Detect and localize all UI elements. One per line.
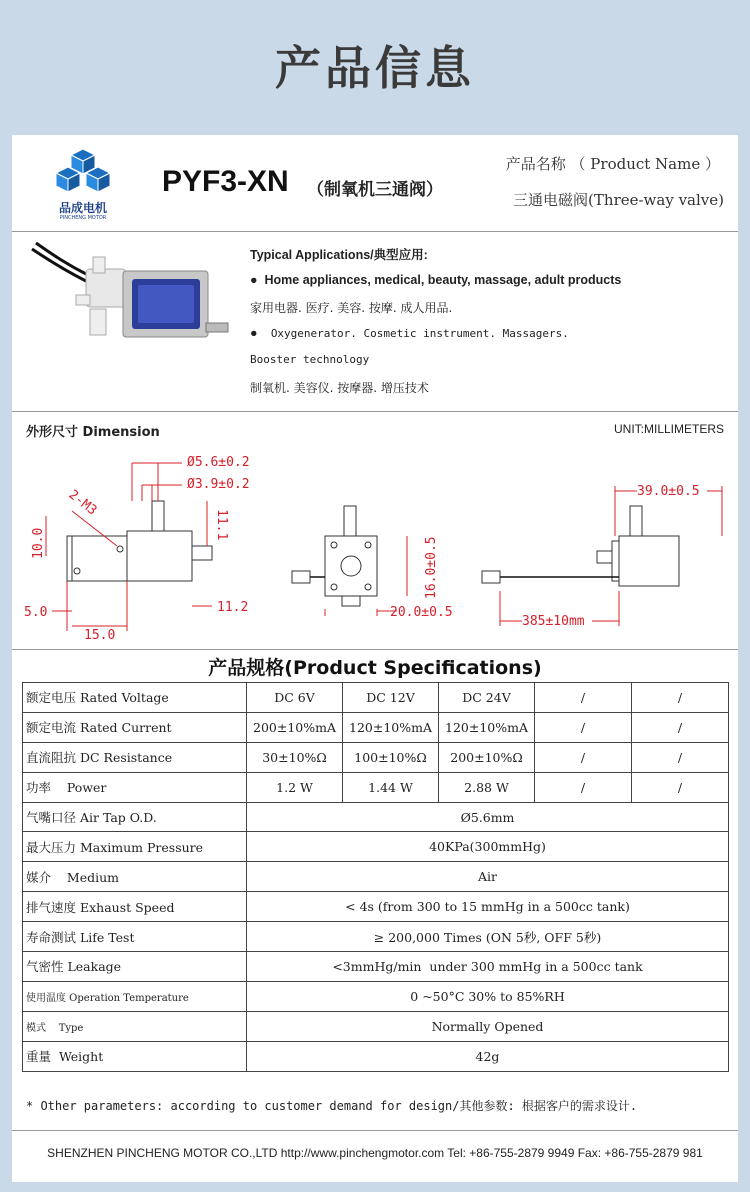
dim-label-port-id: Ø3.9±0.2 [187, 477, 250, 492]
spec-label: 气密性 Leakage [23, 952, 247, 982]
table-row [23, 892, 729, 922]
application-text: Oxygenerator. Cosmetic instrument. Massagers. [270, 327, 569, 340]
spec-value: / [535, 683, 632, 713]
table-row [23, 1011, 729, 1041]
product-name: 三通电磁阀(Three-way valve) [513, 191, 724, 209]
application-text-cn: 制氧机. 美容仪. 按摩器. 增压技术 [250, 381, 429, 395]
spec-value: 120±10%mA [343, 712, 439, 742]
application-text: Home appliances, medical, beauty, massage, adult products [264, 273, 622, 287]
dim-label-m3: 2-M3 [65, 487, 100, 519]
spec-value: / [632, 772, 729, 802]
spec-value: < 4s (from 300 to 15 mmHg in a 500cc tank) [247, 892, 729, 922]
spec-label: 寿命测试 Life Test [23, 922, 247, 952]
dim-label-width-11: 11.2 [217, 600, 249, 615]
dimension-unit: UNIT:MILLIMETERS [613, 422, 724, 436]
spec-value: 30±10%Ω [247, 742, 343, 772]
spec-value: 100±10%Ω [343, 742, 439, 772]
table-row [23, 952, 729, 982]
dim-label-wire-length: 385±10mm [522, 614, 585, 629]
spec-value: Normally Opened [247, 1011, 729, 1041]
applications-heading: Typical Applications/典型应用: [250, 248, 428, 262]
model-number: PYF3-XN [162, 165, 289, 198]
spec-value: 40KPa(300mmHg) [247, 832, 729, 862]
dim-label-port-od: Ø5.6±0.2 [187, 455, 250, 470]
application-item [250, 273, 621, 287]
company-logo [38, 147, 128, 225]
spec-title: 产品规格(Product Specifications) [208, 657, 542, 679]
spec-value: 200±10%Ω [439, 742, 535, 772]
spec-value: / [632, 712, 729, 742]
spec-value: Air [247, 862, 729, 892]
dim-label-width-39: 39.0±0.5 [637, 484, 700, 499]
bullet-icon: ● [250, 326, 258, 340]
product-header [12, 135, 738, 231]
spec-label: 使用温度 Operation Temperature [23, 981, 247, 1011]
spec-label: 功率 Power [23, 772, 247, 802]
spec-value: DC 24V [439, 683, 535, 713]
table-row [23, 742, 729, 772]
table-row [23, 862, 729, 892]
divider [12, 411, 738, 412]
table-row [23, 712, 729, 742]
divider [12, 649, 738, 650]
spec-value: / [535, 712, 632, 742]
spec-value: 0 ~50°C 30% to 85%RH [247, 981, 729, 1011]
spec-value: 200±10%mA [247, 712, 343, 742]
spec-value: / [632, 683, 729, 713]
spec-table [22, 682, 729, 1072]
spec-label: 额定电流 Rated Current [23, 712, 247, 742]
table-row [23, 802, 729, 832]
table-row [23, 683, 729, 713]
application-item [250, 326, 569, 340]
dim-label-height-11: 11.1 [214, 509, 229, 541]
spec-label: 模式 Type [23, 1011, 247, 1041]
dimension-drawing [12, 441, 738, 647]
spec-label: 气嘴口径 Air Tap O.D. [23, 802, 247, 832]
dim-label-height-10: 10.0 [31, 527, 46, 559]
application-text-cont: Booster technology [250, 353, 370, 366]
spec-value: DC 6V [247, 683, 343, 713]
product-name-label: 产品名称 （ Product Name ） [505, 155, 720, 173]
spec-value: / [535, 772, 632, 802]
spec-value: 42g [247, 1041, 729, 1071]
spec-label: 媒介 Medium [23, 862, 247, 892]
spec-label: 排气速度 Exhaust Speed [23, 892, 247, 922]
bullet-icon: ● [250, 273, 258, 287]
divider [12, 231, 738, 232]
spec-value: 2.88 W [439, 772, 535, 802]
spec-value: ≥ 200,000 Times (ON 5秒, OFF 5秒) [247, 922, 729, 952]
dim-label-width-15: 15.0 [84, 628, 116, 643]
table-row [23, 832, 729, 862]
spec-label: 最大压力 Maximum Pressure [23, 832, 247, 862]
dim-label-width-5: 5.0 [24, 605, 48, 620]
page-title: 产品信息 [275, 41, 475, 95]
logo-subtext: PINCHENG MOTOR [59, 215, 107, 221]
spec-value: / [535, 742, 632, 772]
company-footer: SHENZHEN PINCHENG MOTOR CO.,LTD http://www.pinchengmotor.com Tel: +86-755-2879 9949 Fax: +86-755-2879 981 [47, 1146, 703, 1160]
divider [12, 1130, 738, 1131]
table-row [23, 981, 729, 1011]
spec-value: Ø5.6mm [247, 802, 729, 832]
model-description: （制氧机三通阀） [307, 180, 443, 200]
other-parameters-note: * Other parameters: according to customer demand for design/其他参数: 根据客户的需求设计. [26, 1099, 638, 1113]
spec-label: 直流阻抗 DC Resistance [23, 742, 247, 772]
dim-label-width-20: 20.0±0.5 [390, 605, 453, 620]
logo-text: 品成电机 [58, 201, 107, 215]
table-row [23, 1041, 729, 1071]
application-text-cn: 家用电器. 医疗. 美容. 按摩. 成人用品. [250, 301, 453, 315]
valve-photo [28, 235, 238, 385]
product-card [12, 135, 738, 1182]
logo-cubes-icon [38, 147, 128, 199]
spec-value: 1.2 W [247, 772, 343, 802]
table-row [23, 922, 729, 952]
spec-value: <3mmHg/min under 300 mmHg in a 500cc tank [247, 952, 729, 982]
spec-value: 120±10%mA [439, 712, 535, 742]
spec-label: 额定电压 Rated Voltage [23, 683, 247, 713]
dim-label-height-16: 16.0±0.5 [424, 536, 439, 599]
dimension-title: 外形尺寸 Dimension [26, 425, 160, 440]
spec-value: 1.44 W [343, 772, 439, 802]
spec-value: DC 12V [343, 683, 439, 713]
spec-value: / [632, 742, 729, 772]
spec-label: 重量 Weight [23, 1041, 247, 1071]
table-row [23, 772, 729, 802]
